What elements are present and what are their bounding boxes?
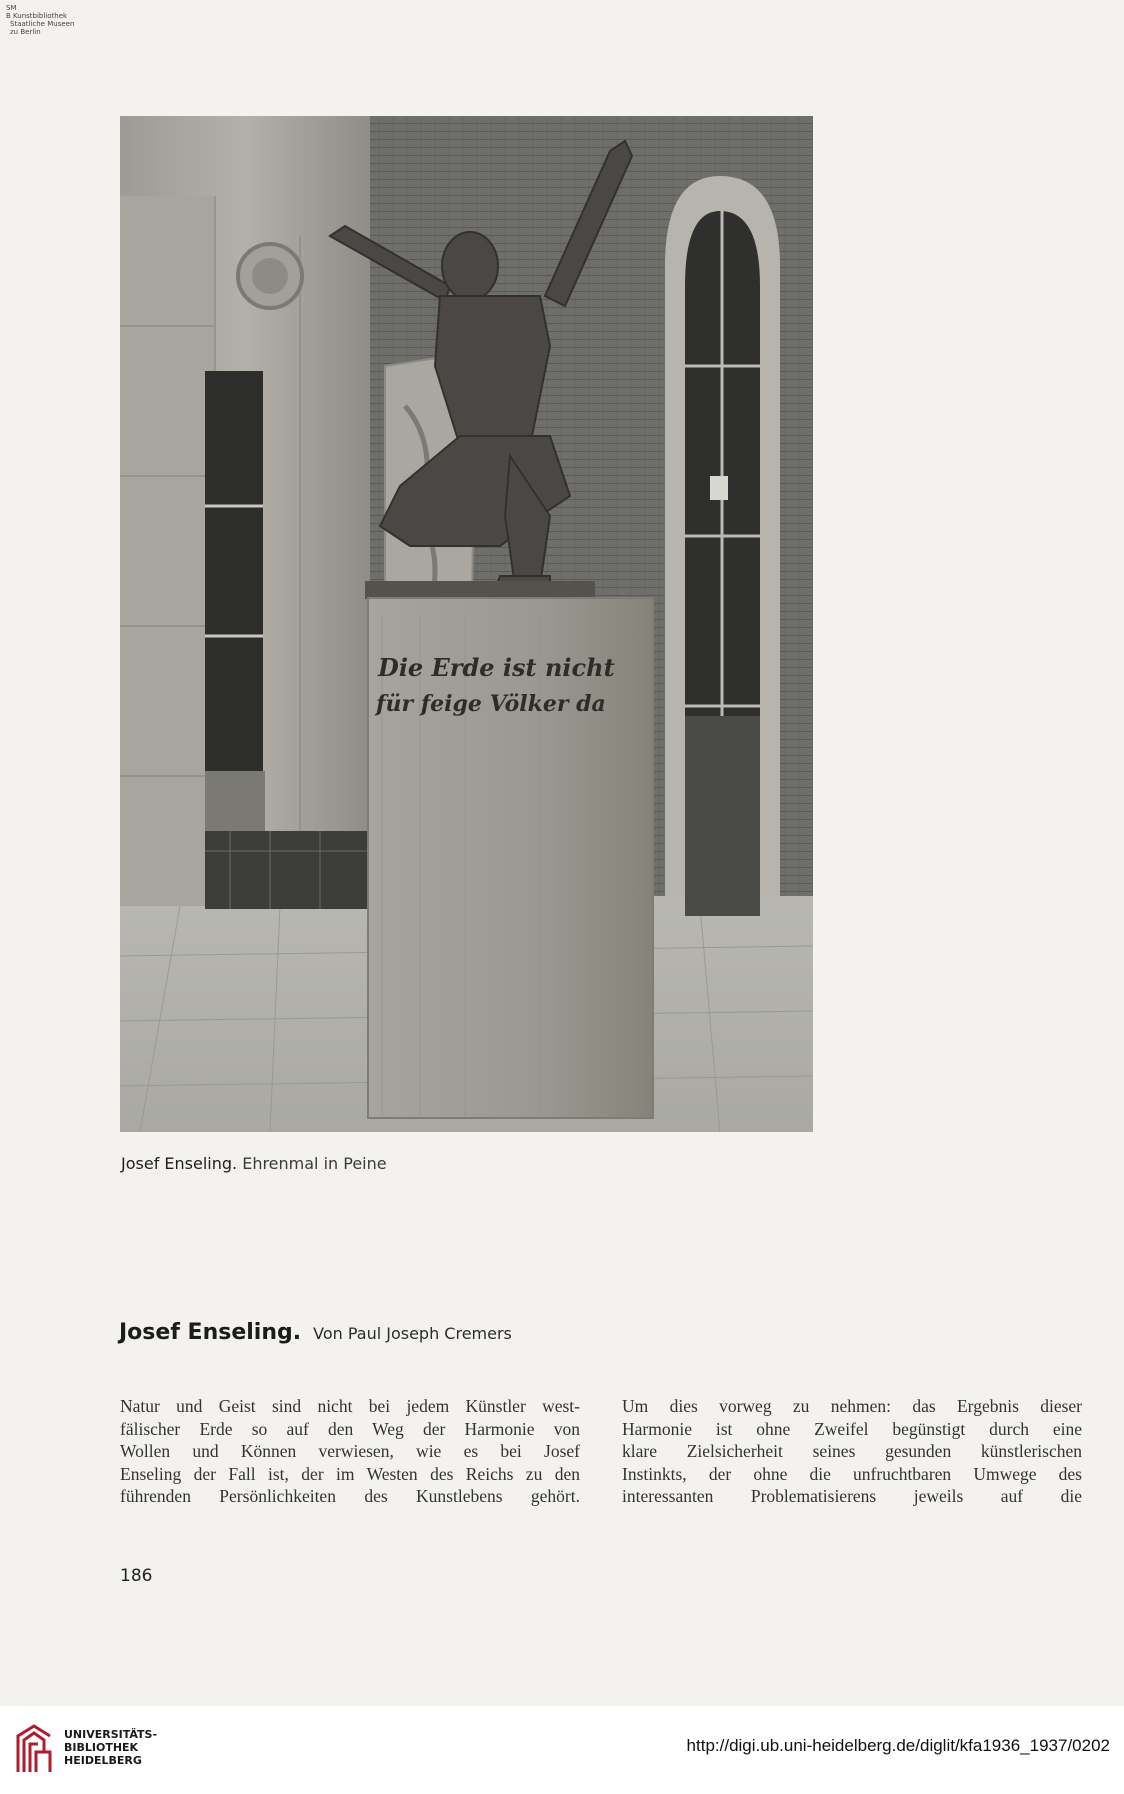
- text-line: Instinkts, der ohne die unfruchtbaren Umwege des: [622, 1463, 1082, 1484]
- stamp-line: Staatliche Museen: [10, 20, 75, 28]
- article-heading: [119, 1320, 512, 1345]
- digitization-footer: [0, 1706, 1124, 1794]
- institution-line: HEIDELBERG: [64, 1754, 142, 1767]
- library-stamp: [6, 4, 74, 36]
- text-line: fälischer Erde so auf den Weg der Harmonie von: [120, 1418, 580, 1439]
- institution-name: [64, 1728, 157, 1767]
- article-column-left: [120, 1395, 580, 1508]
- article-column-right: [622, 1395, 1082, 1508]
- pedestal-inscription-line-2: für feige Völker da: [376, 691, 606, 717]
- article-byline: Von Paul Joseph Cremers: [313, 1324, 512, 1343]
- institution-line: BIBLIOTHEK: [64, 1741, 139, 1754]
- caption-work: Ehrenmal in Peine: [242, 1154, 387, 1173]
- sculpture-photograph: [120, 116, 813, 1132]
- article-title: Josef Enseling.: [119, 1320, 302, 1345]
- pedestal-inscription-line-1: Die Erde ist nicht: [378, 653, 615, 682]
- text-line: Natur und Geist sind nicht bei jedem Künstler west-: [120, 1396, 580, 1416]
- permalink-url[interactable]: http://digi.ub.uni-heidelberg.de/diglit/kfa1936_1937/0202: [686, 1736, 1110, 1755]
- text-line: interessanten Problematisierens jeweils auf die: [622, 1486, 1082, 1506]
- institution-line: UNIVERSITÄTS-: [64, 1728, 158, 1741]
- text-line: klare Zielsicherheit seines gesunden künstlerischen: [622, 1441, 1082, 1461]
- page-number: 186: [120, 1566, 153, 1586]
- sculpture-photo-drawing: [120, 116, 813, 1132]
- text-line: führenden Persönlichkeiten des Kunstlebens gehört.: [120, 1486, 580, 1506]
- photo-caption: [121, 1154, 387, 1173]
- university-library-logo-icon: [12, 1722, 56, 1778]
- caption-artist: Josef Enseling.: [121, 1154, 238, 1173]
- stamp-line: B Kunstbibliothek: [6, 12, 68, 20]
- text-line: Enseling der Fall ist, der im Westen des Reichs zu den: [120, 1463, 580, 1484]
- text-line: Harmonie ist ohne Zweifel begünstigt durch eine: [622, 1418, 1082, 1439]
- text-line: Um dies vorweg zu nehmen: das Ergebnis dieser: [622, 1396, 1082, 1416]
- stamp-line: zu Berlin: [10, 28, 41, 36]
- stamp-line: SM: [6, 4, 17, 12]
- text-line: Wollen und Können verwiesen, wie es bei Josef: [120, 1441, 580, 1461]
